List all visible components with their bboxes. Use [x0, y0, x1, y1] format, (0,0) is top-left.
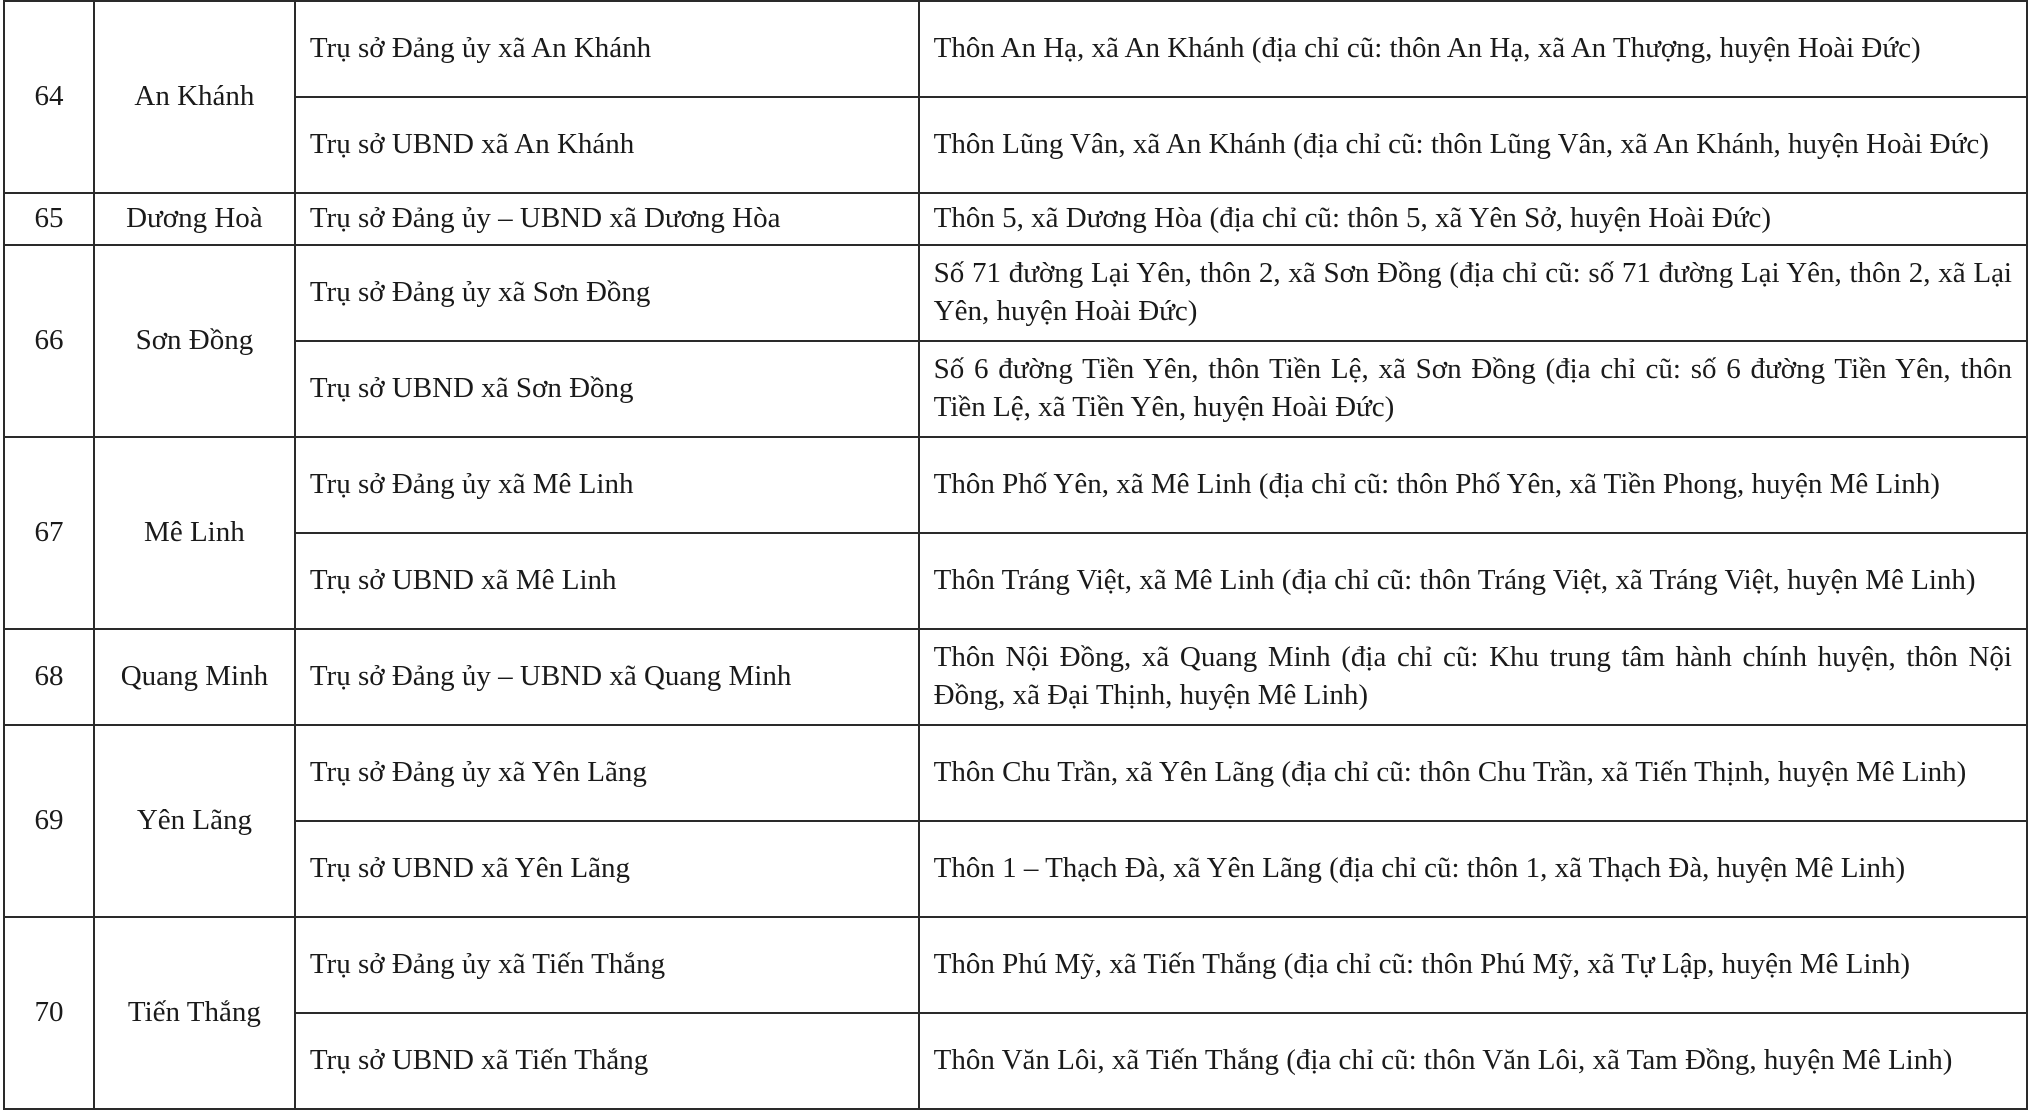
office-name: Trụ sở Đảng ủy xã Yên Lãng: [295, 725, 919, 821]
office-name: Trụ sở UBND xã Yên Lãng: [295, 821, 919, 917]
office-name: Trụ sở UBND xã Sơn Đồng: [295, 341, 919, 437]
table-row: [4, 533, 2027, 629]
row-number: 70: [4, 917, 94, 1109]
commune-name: Sơn Đồng: [94, 245, 295, 437]
office-name: Trụ sở Đảng ủy – UBND xã Dương Hòa: [295, 193, 919, 245]
table-row: [4, 193, 2027, 245]
row-number: 65: [4, 193, 94, 245]
row-number: 64: [4, 1, 94, 193]
commune-office-table: [3, 0, 2028, 1110]
commune-name: Yên Lãng: [94, 725, 295, 917]
table-row: [4, 1, 2027, 97]
table-row: [4, 1013, 2027, 1109]
commune-name: Dương Hoà: [94, 193, 295, 245]
commune-name: Tiến Thắng: [94, 917, 295, 1109]
office-address: Thôn Lũng Vân, xã An Khánh (địa chỉ cũ: thôn Lũng Vân, xã An Khánh, huyện Hoài Đức): [919, 97, 2027, 193]
office-name: Trụ sở UBND xã Tiến Thắng: [295, 1013, 919, 1109]
table-row: [4, 821, 2027, 917]
office-name: Trụ sở UBND xã Mê Linh: [295, 533, 919, 629]
table-row: [4, 629, 2027, 725]
office-address: Số 71 đường Lại Yên, thôn 2, xã Sơn Đồng (địa chỉ cũ: số 71 đường Lại Yên, thôn 2, xã Lại Yên, huyện Hoài Đức): [919, 245, 2027, 341]
row-number: 68: [4, 629, 94, 725]
table-row: [4, 341, 2027, 437]
row-number: 66: [4, 245, 94, 437]
office-name: Trụ sở UBND xã An Khánh: [295, 97, 919, 193]
table-row: [4, 437, 2027, 533]
commune-name: Quang Minh: [94, 629, 295, 725]
office-address: Số 6 đường Tiền Yên, thôn Tiền Lệ, xã Sơn Đồng (địa chỉ cũ: số 6 đường Tiền Yên, thôn Tiền Lệ, xã Tiền Yên, huyện Hoài Đức): [919, 341, 2027, 437]
office-name: Trụ sở Đảng ủy xã Mê Linh: [295, 437, 919, 533]
office-address: Thôn 1 – Thạch Đà, xã Yên Lãng (địa chỉ cũ: thôn 1, xã Thạch Đà, huyện Mê Linh): [919, 821, 2027, 917]
row-number: 69: [4, 725, 94, 917]
office-address: Thôn Phú Mỹ, xã Tiến Thắng (địa chỉ cũ: thôn Phú Mỹ, xã Tự Lập, huyện Mê Linh): [919, 917, 2027, 1013]
commune-name: An Khánh: [94, 1, 295, 193]
office-name: Trụ sở Đảng ủy – UBND xã Quang Minh: [295, 629, 919, 725]
office-name: Trụ sở Đảng ủy xã Tiến Thắng: [295, 917, 919, 1013]
office-name: Trụ sở Đảng ủy xã An Khánh: [295, 1, 919, 97]
office-address: Thôn Văn Lôi, xã Tiến Thắng (địa chỉ cũ: thôn Văn Lôi, xã Tam Đồng, huyện Mê Linh): [919, 1013, 2027, 1109]
office-address: Thôn Tráng Việt, xã Mê Linh (địa chỉ cũ: thôn Tráng Việt, xã Tráng Việt, huyện Mê Linh): [919, 533, 2027, 629]
table-row: [4, 725, 2027, 821]
table-row: [4, 245, 2027, 341]
office-name: Trụ sở Đảng ủy xã Sơn Đồng: [295, 245, 919, 341]
row-number: 67: [4, 437, 94, 629]
commune-name: Mê Linh: [94, 437, 295, 629]
table-row: [4, 97, 2027, 193]
office-address: Thôn 5, xã Dương Hòa (địa chỉ cũ: thôn 5, xã Yên Sở, huyện Hoài Đức): [919, 193, 2027, 245]
office-address: Thôn Phố Yên, xã Mê Linh (địa chỉ cũ: thôn Phố Yên, xã Tiền Phong, huyện Mê Linh): [919, 437, 2027, 533]
office-address: Thôn Chu Trần, xã Yên Lãng (địa chỉ cũ: thôn Chu Trần, xã Tiến Thịnh, huyện Mê Linh): [919, 725, 2027, 821]
office-address: Thôn An Hạ, xã An Khánh (địa chỉ cũ: thôn An Hạ, xã An Thượng, huyện Hoài Đức): [919, 1, 2027, 97]
table-row: [4, 917, 2027, 1013]
office-address: Thôn Nội Đồng, xã Quang Minh (địa chỉ cũ: Khu trung tâm hành chính huyện, thôn Nội Đồng, xã Đại Thịnh, huyện Mê Linh): [919, 629, 2027, 725]
